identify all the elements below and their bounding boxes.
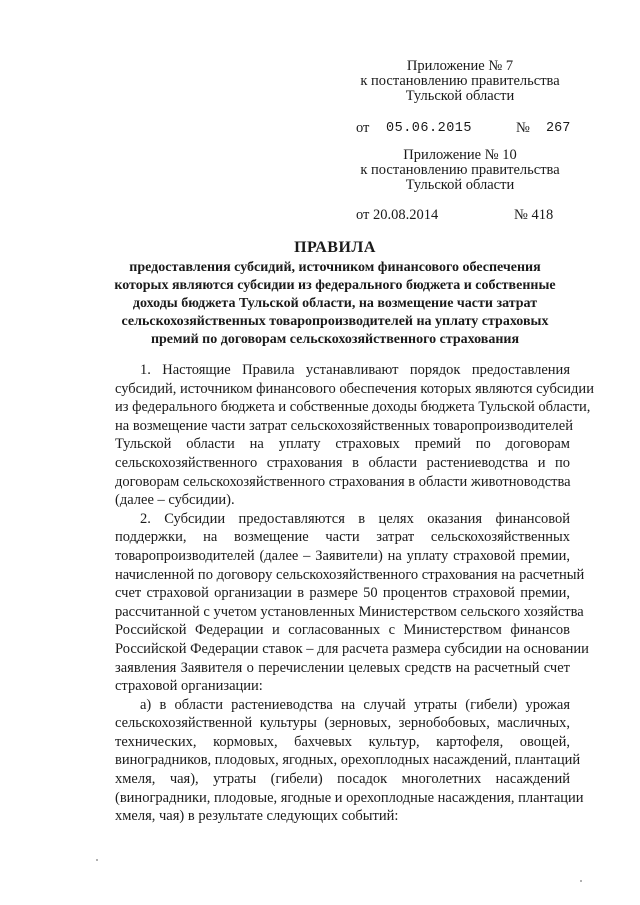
scan-speck: [96, 859, 98, 861]
resolution-date: 05.06.2015: [386, 121, 473, 136]
appendix-region: Тульской области: [405, 88, 515, 104]
text-line: счет страховой организации в размере 50 процентов страховой премии,: [115, 585, 570, 602]
paragraph-1: [115, 361, 594, 510]
subtitle-line: доходы бюджета Тульской области, на возмещение части затрат: [132, 296, 538, 311]
appendix-title: Приложение № 10: [403, 147, 517, 163]
text-line: договорам сельскохозяйственного страхования в области животноводства: [115, 473, 571, 490]
document-body: [115, 361, 594, 826]
text-line: Российской Федерации и согласованных с Министерством финансов: [115, 622, 570, 639]
text-line: 1. Настоящие Правила устанавливают порядок предоставления: [140, 362, 570, 378]
resolution-date: от 20.08.2014: [356, 207, 439, 223]
text-line: (виноградники, плодовые, ягодные и орехоплодные насаждения, плантации: [115, 789, 584, 806]
text-line: поддержки, на возмещение части затрат сельскохозяйственных: [115, 529, 570, 546]
text-line: из федерального бюджета и собственные доходы бюджета Тульской области,: [115, 399, 591, 416]
resolution-reference-original: [356, 207, 576, 225]
number-sign: №: [516, 120, 530, 136]
text-line: хмеля, чая), утраты (гибели) посадок многолетних насаждений: [115, 771, 570, 788]
appendix-region: Тульской области: [405, 177, 515, 193]
text-line: на возмещение части затрат сельскохозяйственных товаропроизводителей: [115, 417, 573, 434]
text-line: хмеля, чая) в результате следующих событий:: [115, 808, 399, 825]
text-line: заявления Заявителя о перечислении целевых средств на расчетный счет: [115, 659, 570, 676]
resolution-number: 267: [546, 121, 571, 136]
paragraph-2a: [115, 696, 584, 826]
appendix-resolution: к постановлению правительства: [360, 73, 560, 89]
text-line: начисленной по договору сельскохозяйственного страхования на расчетный: [115, 566, 585, 583]
text-line: Российской Федерации ставок – для расчета размера субсидии на основании: [115, 640, 589, 657]
scan-speck: [580, 880, 582, 882]
text-line: страховой организации:: [115, 678, 263, 695]
appendix-title: Приложение № 7: [406, 58, 514, 74]
subtitle-line: предоставления субсидий, источником финансового обеспечения: [129, 260, 541, 275]
appendix-resolution: к постановлению правительства: [360, 162, 560, 178]
text-line: технических, кормовых, бахчевых культур, картофеля, овощей,: [115, 733, 570, 750]
appendix-header-current: [352, 59, 568, 104]
document-title: ПРАВИЛА: [294, 239, 376, 256]
date-prefix: от: [356, 120, 370, 136]
document-subtitle: [100, 259, 570, 349]
text-line: (далее – субсидии).: [115, 492, 235, 509]
text-line: рассчитанной с учетом установленных Министерством сельского хозяйства: [115, 603, 584, 620]
subtitle-line: премий по договорам сельскохозяйственного страхования: [150, 332, 520, 347]
text-line: а) в области растениеводства на случай утраты (гибели) урожая: [140, 696, 570, 713]
appendix-header-original: [352, 148, 568, 193]
paragraph-2: [115, 510, 589, 696]
text-line: сельскохозяйственной культуры (зерновых, зернобобовых, масличных,: [115, 715, 570, 732]
subtitle-line: сельскохозяйственных товаропроизводителей на уплату страховых: [121, 314, 549, 329]
text-line: 2. Субсидии предоставляются в целях оказания финансовой: [140, 510, 570, 527]
text-line: товаропроизводителей (далее – Заявители) на уплату страховой премии,: [115, 547, 570, 564]
text-line: субсидий, источником финансового обеспечения которых являются субсидии: [115, 380, 594, 397]
text-line: сельскохозяйственного страхования в области растениеводства и по: [115, 454, 570, 471]
text-line: Тульской области на уплату страховых премий по договорам: [115, 436, 570, 453]
resolution-number: № 418: [514, 207, 554, 223]
text-line: виноградников, плодовых, ягодных, орехоплодных насаждений, плантаций: [115, 752, 581, 769]
subtitle-line: которых являются субсидии из федерального бюджета и собственные: [114, 278, 556, 293]
resolution-reference-current: [356, 120, 576, 138]
